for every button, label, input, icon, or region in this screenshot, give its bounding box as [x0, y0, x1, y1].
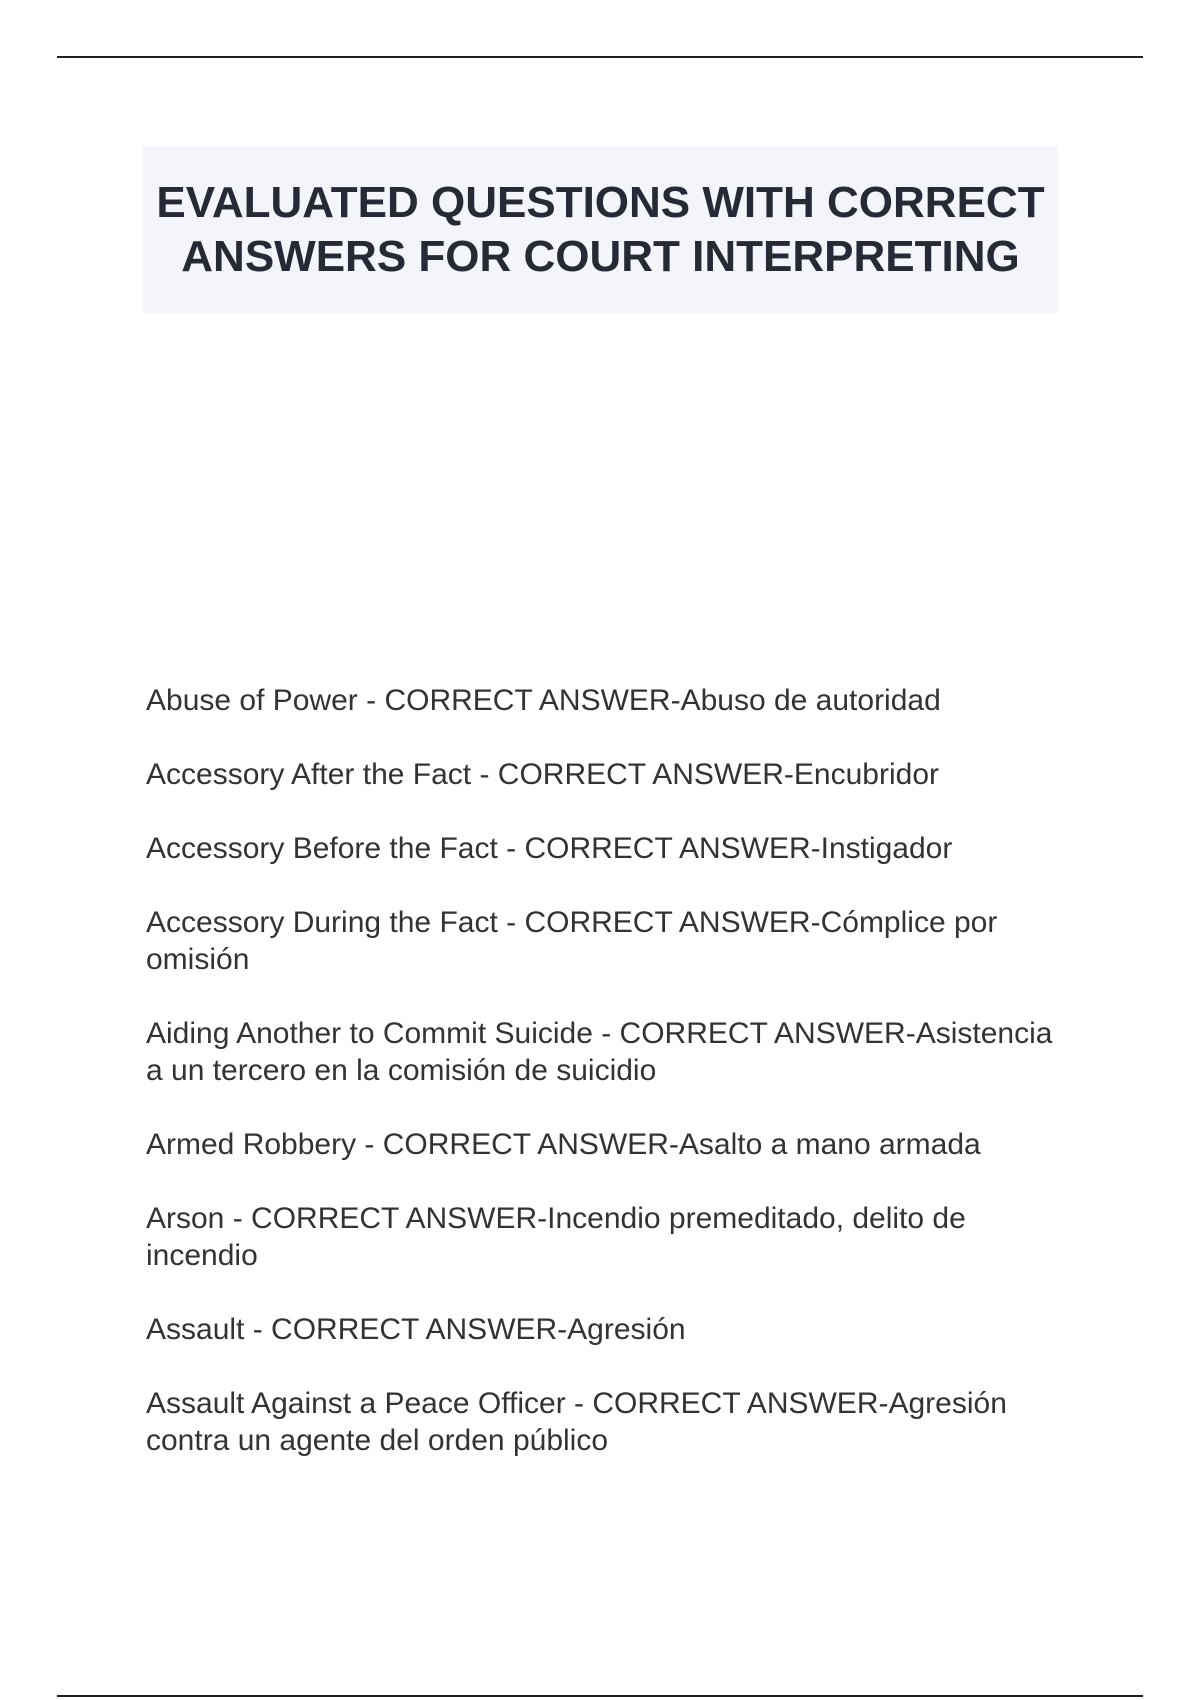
qa-entry: Accessory Before the Fact - CORRECT ANSWER-Instigador	[146, 832, 953, 865]
top-rule	[57, 56, 1143, 58]
qa-entry: Assault - CORRECT ANSWER-Agresión	[146, 1313, 686, 1346]
qa-list	[146, 682, 1076, 1496]
qa-entry: Accessory After the Fact - CORRECT ANSWER-Encubridor	[146, 758, 939, 791]
qa-entry: Assault Against a Peace Officer - CORRECT ANSWER-Agresión contra un agente del orden público	[146, 1387, 1007, 1457]
qa-entry: Armed Robbery - CORRECT ANSWER-Asalto a mano armada	[146, 1128, 981, 1161]
bottom-rule	[57, 1695, 1143, 1697]
qa-entry: Arson - CORRECT ANSWER-Incendio premeditado, delito de incendio	[146, 1202, 966, 1272]
document-title: EVALUATED QUESTIONS WITH CORRECT ANSWERS FOR COURT INTERPRETING	[156, 177, 1045, 281]
qa-entry: Accessory During the Fact - CORRECT ANSWER-Cómplice por omisión	[146, 906, 998, 976]
qa-entry: Aiding Another to Commit Suicide - CORRECT ANSWER-Asistencia a un tercero en la comisión de suicidio	[146, 1017, 1053, 1087]
qa-entry: Abuse of Power - CORRECT ANSWER-Abuso de autoridad	[146, 684, 941, 717]
title-banner	[143, 146, 1058, 313]
